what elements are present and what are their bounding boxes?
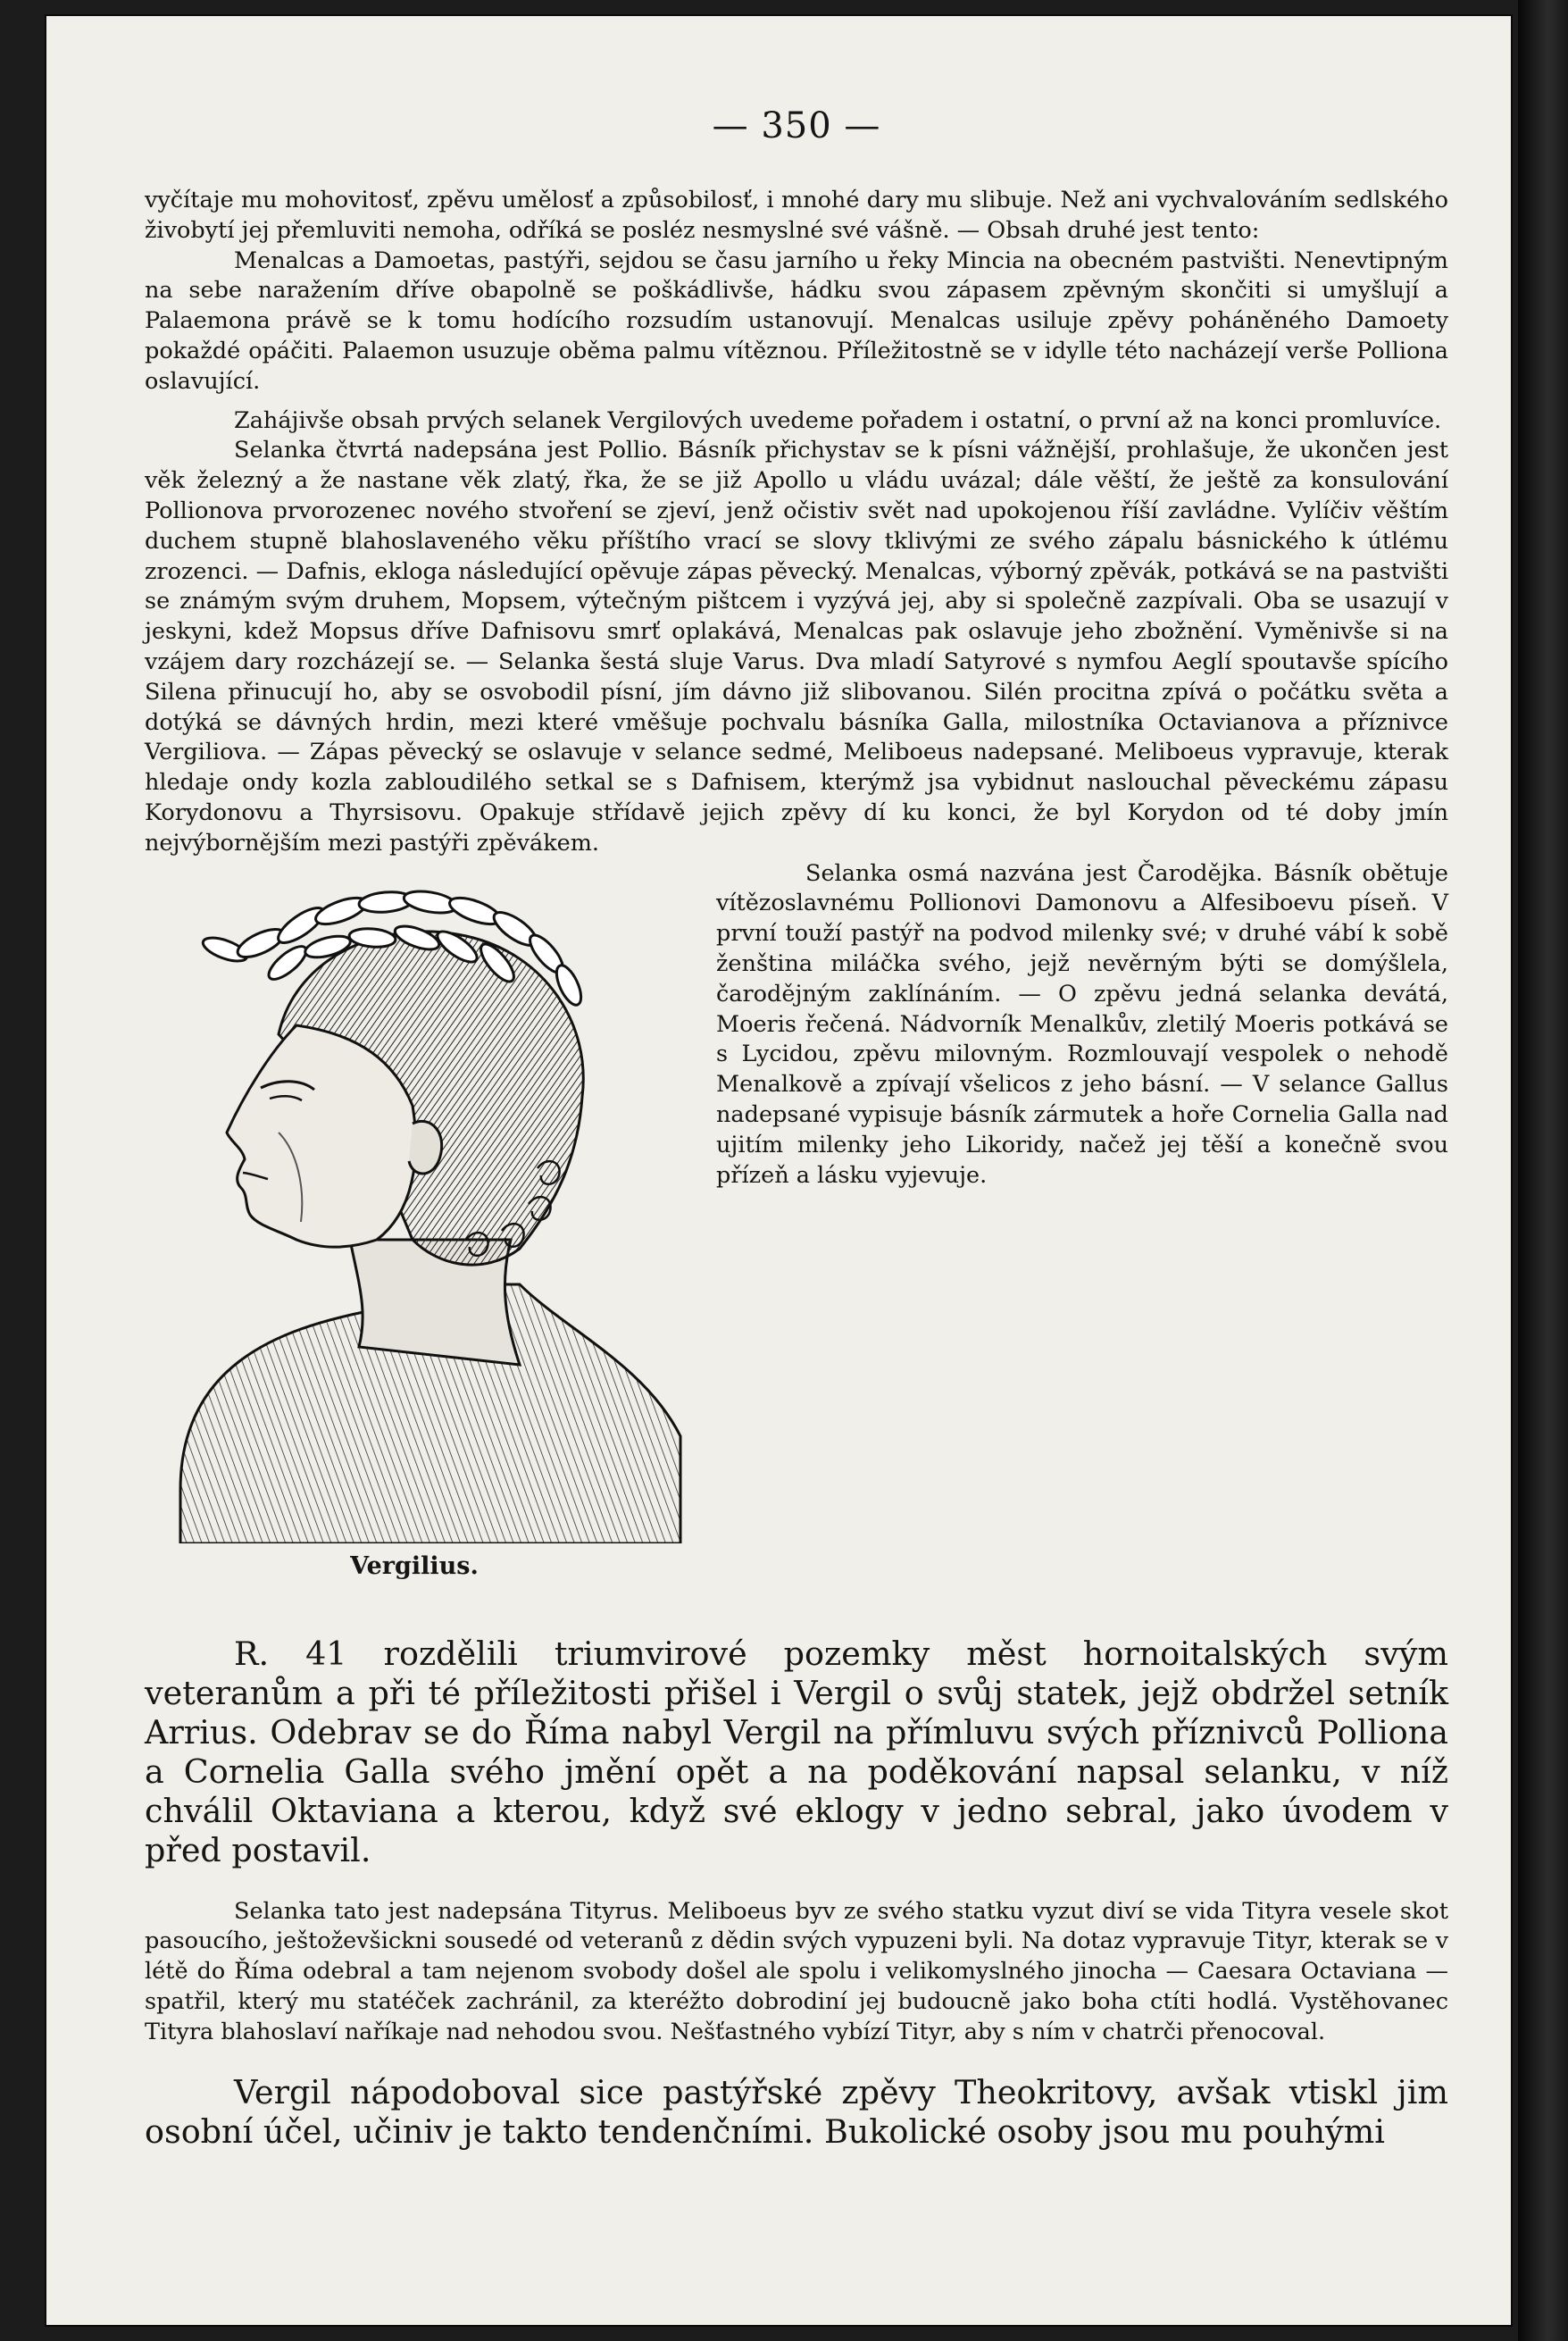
paragraph-5: Selanka osmá nazvána jest Čarodějka. Básník obětuje vítězoslavnému Pollionovi Damonovu a Alfesiboevu píseň. V první touží pastýř na podvod milenky své; v druhé vábí k sobě ženština miláčka svého, jejž nevěrným býti se domýšlela, čarodějným zaklínáním. — O zpěvu jedná selanka devátá, Moeris řečená. Nádvorník Menalkův, zletilý Moeris potkává se s Lycidou, zpěvu milovným. Rozmlouvají vespolek o nehodě Menalkově a zpívají všelicos z jeho básní. — V selance Gallus nadepsané vypisuje básník zármutek a hoře Cornelia Galla nad ujitím milenky jeho Likoridy, načež jej těší a konečně svou přízeň a lásku vyjevuje. <box>716 859 1448 1189</box>
paragraph-7: Selanka tato jest nadepsána Tityrus. Meliboeus byv ze svého statku vyzut diví se vida Tityra vesele skot pasoucího, ještoževšickni sousedé od veteranů z dědin svých vypuzeni byli. Na dotaz vypravuje Tityr, kterak se v létě do Říma odebral a tam nejenom svobody došel ale spolu i velikomyslného jinocha — Caesara Octaviana — spatřil, který mu statéček zachránil, za kteréžto dobrodiní jej budoucně jako boha ctíti hodlá. Vystěhovanec Tityra blahoslaví naříkaje nad nehodou svou. Nešťastného vybízí Tityr, aby s ním v chatrči přenocoval. <box>145 1897 1448 2045</box>
paragraph-2: Menalcas a Damoetas, pastýři, sejdou se času jarního u řeky Mincia na obecném pastvišti. Nenevtipným na sebe naražením dříve obapolně se poškádlivše, hádku svou zápasem zpěvným skončiti si umyšlují a Palaemona právě se k tomu hodícího rozsudím ustanovují. Menalcas usiluje zpěvy poháněného Damoety pokaždé opáčiti. Palaemon usuzuje oběma palmu vítěznou. Příležitostně se v idylle této nacházejí verše Polliona oslavující. <box>145 247 1448 395</box>
text-block-large-2 <box>145 2073 1448 2152</box>
text-block-small-2 <box>145 1897 1448 2048</box>
paragraph-6: R. 41 rozdělili triumvirové pozemky měst hornoitalských svým veteranům a při té příležitosti přišel i Vergil o svůj statek, jejž obdržel setník Arrius. Odebrav se do Říma nabyl Vergil na přímluvu svých příznivců Polliona a Cornelia Galla svého jmění opět a na poděkování napsal selanku, v níž chválil Oktaviana a kterou, když své eklogy v jedno sebral, jako úvodem v před postavil. <box>145 1634 1448 1869</box>
text-block-large-1 <box>145 1635 1448 1870</box>
vergilius-illustration <box>145 865 684 1599</box>
book-page <box>46 16 1511 2325</box>
text-block-top <box>145 186 1448 1608</box>
scan-page-edge <box>1518 0 1568 2341</box>
paragraph-4: Selanka čtvrtá nadepsána jest Pollio. Básník přichystav se k písni vážnější, prohlašuje, že ukončen jest věk železný a že nastane věk zlatý, řka, že se již Apollo u vládu uvázal; dále věští, že ještě za konsulování Pollionova prvorozenec nového stvoření se zjeví, jenž očistiv svět nad upokojenou říší zavládne. Vylíčiv věštím duchem stupně blahoslaveného věku příštího vrací se slovy tklivými ze svého zápalu básnického k útlému zrozenci. — Dafnis, ekloga následující opěvuje zápas pěvecký. Menalcas, výborný zpěvák, potkává se na pastvišti se známým svým druhem, Mopsem, výtečným pištcem i vyzývá jej, aby si společně zazpívali. Oba se usazují v jeskyni, kdež Mopsus dříve Dafnisovu smrť oplakává, Menalcas pak oslavuje jeho zbožnění. Vyměnivše si na vzájem dary rozcházejí se. — Selanka šestá sluje Varus. Dva mladí Satyrové s nymfou Aeglí spoutavše spícího Silena přinucují ho, aby se osvobodil písní, jím dávno již slibovanou. Silén procitna zpívá o počátku světa a dotýká se dávných hrdin, mezi které vměšuje pochvalu básníka Galla, milostníka Octavianova a příznivce Vergiliova. — Zápas pěvecký se oslavuje v selance sedmé, Meliboeus nadepsané. Meliboeus vypravuje, kterak hledaje ondy kozla zabloudilého setkal se s Dafnisem, kterýmž jsa vybidnut naslouchal pěveckému zápasu Korydonovu a Thyrsisovu. Opakuje střídavě jejich zpěvy dí ku konci, že byl Korydon od té doby jmín nejvýbornějším mezi pastýři zpěvákem. <box>145 437 1448 857</box>
figure-caption: Vergilius. <box>350 1551 479 1580</box>
page-number: — 350 — <box>712 105 881 146</box>
paragraph-8: Vergil nápodoboval sice pastýřské zpěvy Theokritovy, avšak vtiskl jim osobní účel, učiniv je takto tendenčními. Bukolické osoby jsou mu pouhými <box>145 2072 1448 2151</box>
paragraph-3: Zahájivše obsah prvých selanek Vergilových uvedeme pořadem i ostatní, o první až na konci promluvíce. <box>234 406 1442 434</box>
vergilius-portrait-icon <box>145 865 684 1543</box>
paragraph-1: vyčítaje mu mohovitosť, zpěvu umělosť a způsobilosť, i mnohé dary mu slibuje. Než ani vychvalováním sedlského živobytí jej přemluviti nemoha, odříká se posléz nesmyslné své vášně. — Obsah druhé jest tento: <box>145 187 1448 244</box>
page-content <box>145 105 1448 2152</box>
